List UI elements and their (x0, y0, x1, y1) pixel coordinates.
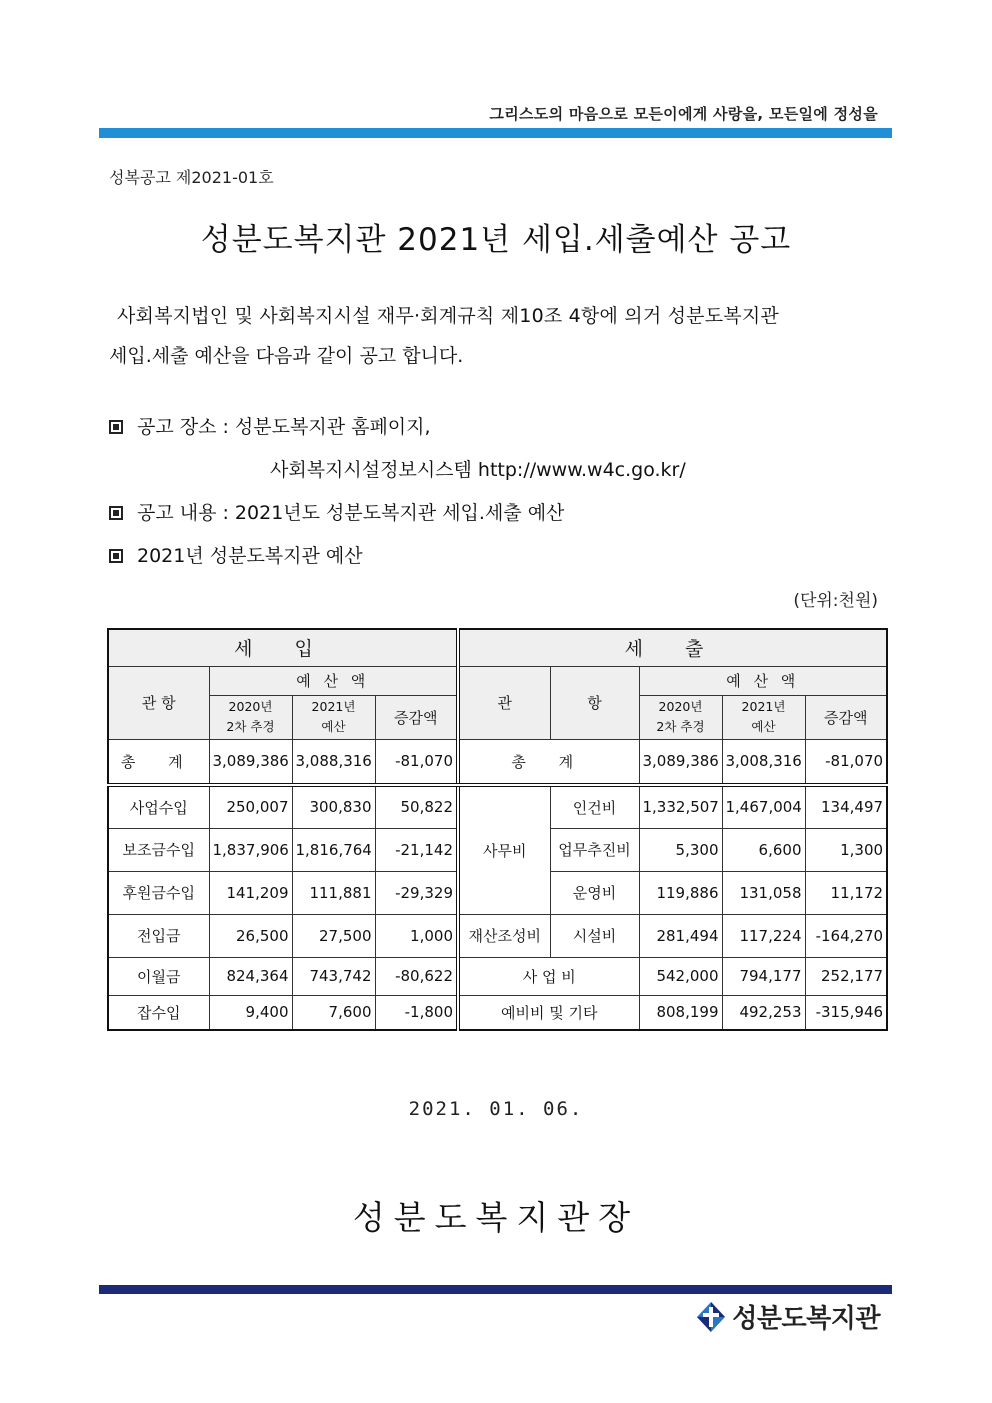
rev-item-name: 후원금수입 (108, 871, 209, 914)
rev-item-2020: 824,364 (209, 957, 292, 995)
footer-logo-text: 성분도복지관 (732, 1304, 880, 1334)
rev-item-2020: 26,500 (209, 914, 292, 957)
total-row (108, 739, 887, 785)
intro-line-1: 사회복지법인 및 사회복지시설 재무·회계규칙 제10조 4항에 의거 성분도복지관 (117, 305, 779, 327)
rev-item-diff: -1,800 (375, 995, 458, 1030)
rev-item-name: 사업수입 (108, 785, 209, 828)
document-number: 성복공고 제2021-01호 (109, 168, 274, 187)
rev-item-diff: -29,329 (375, 871, 458, 914)
exp-item-2021: 117,224 (722, 914, 805, 957)
exp-item-2020: 281,494 (639, 914, 722, 957)
rev-item-name: 잡수입 (108, 995, 209, 1030)
square-bullet-icon (109, 549, 123, 563)
exp-gwan-header: 관 (458, 666, 550, 739)
table-row (108, 785, 887, 828)
rev-item-diff: 1,000 (375, 914, 458, 957)
budget-heading-line (109, 541, 363, 568)
square-bullet-icon (109, 420, 123, 434)
budget-table (107, 628, 888, 1031)
signature-title: 성분도복지관장 (352, 1198, 640, 1237)
exp-item-diff: 252,177 (805, 957, 887, 995)
notice-place-line (109, 412, 431, 439)
rev-item-name: 이월금 (108, 957, 209, 995)
exp-total-label: 총 계 (458, 739, 639, 785)
exp-col-2020: 2020년 2차 추경 (639, 695, 722, 739)
exp-total-diff: -81,070 (805, 739, 887, 785)
table-row (108, 957, 887, 995)
notice-place-text: 공고 장소 : 성분도복지관 홈페이지, (137, 416, 431, 438)
rev-item-2020: 141,209 (209, 871, 292, 914)
unit-label: (단위:천원) (793, 591, 878, 611)
exp-item-2020: 1,332,507 (639, 785, 722, 828)
exp-item-2021: 794,177 (722, 957, 805, 995)
exp-item-2021: 131,058 (722, 871, 805, 914)
exp-item-2021: 6,600 (722, 828, 805, 871)
rev-item-2020: 9,400 (209, 995, 292, 1030)
exp-item-2020: 119,886 (639, 871, 722, 914)
rev-item-diff: 50,822 (375, 785, 458, 828)
rev-item-2020: 1,837,906 (209, 828, 292, 871)
revenue-header: 세 입 (108, 629, 458, 666)
notice-url-line: 사회복지시설정보시스템 http://www.w4c.go.kr/ (270, 459, 686, 481)
rev-item-2021: 7,600 (292, 995, 375, 1030)
exp-group-property: 재산조성비 (458, 914, 550, 957)
notice-content-line (109, 498, 564, 525)
rev-item-diff: -21,142 (375, 828, 458, 871)
rev-item-2021: 743,742 (292, 957, 375, 995)
table-row (108, 995, 887, 1030)
rev-item-2021: 300,830 (292, 785, 375, 828)
rev-total-label: 총 계 (108, 739, 209, 785)
exp-group-office: 사무비 (458, 785, 550, 914)
rev-total-2020: 3,089,386 (209, 739, 292, 785)
exp-item-diff: -164,270 (805, 914, 887, 957)
intro-paragraph (109, 296, 885, 376)
rev-item-2021: 111,881 (292, 871, 375, 914)
table-row (108, 914, 887, 957)
rev-item-2021: 1,816,764 (292, 828, 375, 871)
exp-item-diff: 1,300 (805, 828, 887, 871)
exp-item-2020: 542,000 (639, 957, 722, 995)
announcement-date: 2021. 01. 06. (408, 1098, 584, 1120)
rev-budget-amount-header: 예 산 액 (209, 666, 458, 695)
rev-col-2020: 2020년 2차 추경 (209, 695, 292, 739)
top-divider-bar (99, 128, 892, 138)
notice-content-text: 공고 내용 : 2021년도 성분도복지관 세입.세출 예산 (137, 502, 565, 524)
exp-item-diff: -315,946 (805, 995, 887, 1030)
rev-item-2021: 27,500 (292, 914, 375, 957)
exp-item-diff: 11,172 (805, 871, 887, 914)
rev-col-diff: 증감액 (375, 695, 458, 739)
exp-item-2021: 1,467,004 (722, 785, 805, 828)
rev-item-name: 보조금수입 (108, 828, 209, 871)
rev-item-2020: 250,007 (209, 785, 292, 828)
exp-item-diff: 134,497 (805, 785, 887, 828)
exp-item-hang: 운영비 (550, 871, 639, 914)
exp-item-2020: 5,300 (639, 828, 722, 871)
diamond-cross-logo-icon (696, 1301, 726, 1333)
rev-total-2021: 3,088,316 (292, 739, 375, 785)
bottom-divider-bar (99, 1285, 892, 1294)
exp-total-2020: 3,089,386 (639, 739, 722, 785)
exp-hang-header: 항 (550, 666, 639, 739)
expense-header: 세 출 (458, 629, 887, 666)
rev-col-2021: 2021년 예산 (292, 695, 375, 739)
exp-item-hang: 인건비 (550, 785, 639, 828)
exp-budget-amount-header: 예 산 액 (639, 666, 887, 695)
exp-item-2021: 492,253 (722, 995, 805, 1030)
footer-logo (696, 1298, 880, 1335)
exp-item-hang: 시설비 (550, 914, 639, 957)
intro-line-2: 세입.세출 예산을 다음과 같이 공고 합니다. (109, 345, 464, 367)
exp-group-business: 사 업 비 (458, 957, 639, 995)
exp-col-diff: 증감액 (805, 695, 887, 739)
budget-heading-text: 2021년 성분도복지관 예산 (137, 545, 363, 567)
rev-item-name: 전입금 (108, 914, 209, 957)
rev-gwanhang-header: 관 항 (108, 666, 209, 739)
rev-item-diff: -80,622 (375, 957, 458, 995)
exp-total-2021: 3,008,316 (722, 739, 805, 785)
exp-item-2020: 808,199 (639, 995, 722, 1030)
page-title: 성분도복지관 2021년 세입.세출예산 공고 (200, 222, 792, 258)
square-bullet-icon (109, 506, 123, 520)
rev-total-diff: -81,070 (375, 739, 458, 785)
exp-item-hang: 업무추진비 (550, 828, 639, 871)
exp-group-reserve: 예비비 및 기타 (458, 995, 639, 1030)
exp-col-2021: 2021년 예산 (722, 695, 805, 739)
header-slogan: 그리스도의 마음으로 모든이에게 사랑을, 모든일에 정성을 (489, 105, 878, 123)
